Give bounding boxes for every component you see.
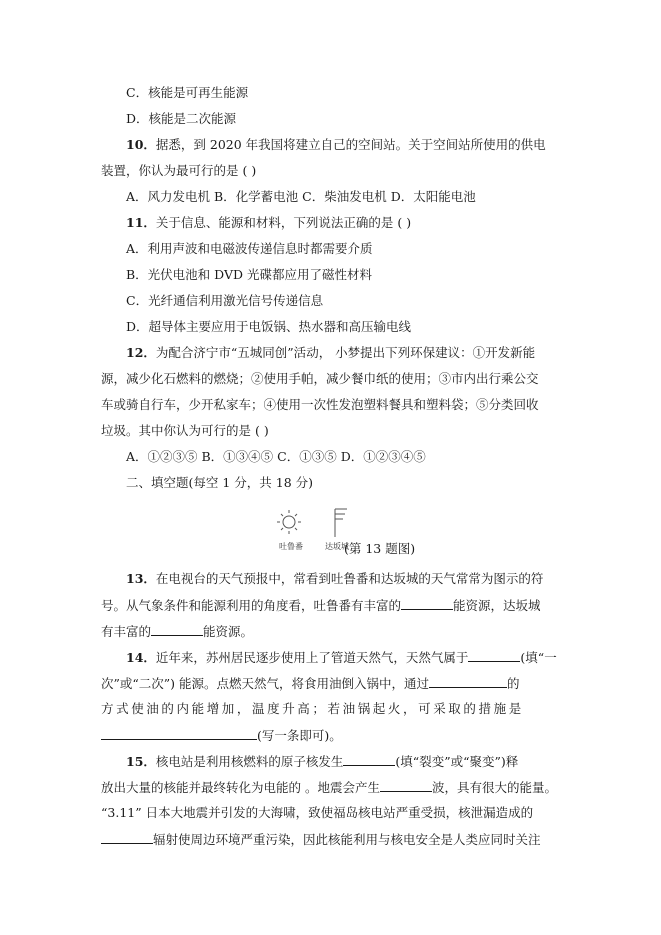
q15-blank-2[interactable] [380,778,432,792]
q11-option-a: A．利用声波和电磁波传递信息时都需要介质 [126,241,373,256]
q14-number: 14． [126,650,156,665]
q15-text-b: (填“裂变”或“聚变”)释 [395,754,519,769]
q15-stem-line4 [101,830,541,849]
q14-blank-1[interactable] [468,648,520,662]
q14-text-e: 方式使油的内能增加，温度升高；若油锅起火，可采取的措施是 [101,701,524,716]
q15-blank-3[interactable] [101,830,153,844]
q15-text-e: 辐射使周边环境严重污染，因此核能利用与核电安全是人类应同时关注 [153,832,541,847]
q14-stem-line2 [101,674,520,693]
q15-stem-line1 [126,752,518,771]
q15-stem-line3: “3.11” 日本大地震并引发的大海啸，致使福岛核电站严重受损，核泄漏造成的 [101,805,534,820]
figure-caption: (第 13 题图) [344,541,416,556]
q15-text-c: 放出大量的核能并最终转化为电能的 。地震会产生 [101,780,380,795]
sun-icon [277,510,301,534]
section-fill-blank-heading: 二、填空题(每空 1 分，共 18 分) [126,475,314,490]
q12-stem-text: 为配合济宁市“五城同创”活动， 小梦提出下列环保建议：①开发新能 [155,345,536,360]
q14-stem-line4 [101,726,342,745]
q11-number: 11． [126,215,156,230]
q15-blank-1[interactable] [343,752,395,766]
q13-text-a: 号。从气象条件和能源利用的角度看，吐鲁番有丰富的 [101,598,402,613]
q12-options: A．①②③⑤ B．①③④⑤ C．①③⑤ D．①②③④⑤ [126,449,426,464]
q10-number: 10． [126,137,156,152]
q10-stem-text: 据悉，到 2020 年我国将建立自己的空间站。关于空间站所使用的供电 [155,137,546,152]
q13-text-c: 有丰富的 [101,624,152,639]
q11-stem [126,214,411,232]
q13-number: 13． [126,571,156,586]
q11-option-b: B．光伏电池和 DVD 光碟都应用了磁性材料 [126,267,372,282]
q14-text-b: (填“一 [520,650,557,665]
q14-text-c: 次”或“二次”) 能源。点燃天然气，将食用油倒入锅中，通过 [101,676,430,691]
q9-option-d: D．核能是二次能源 [126,111,237,126]
q15-text-d: 波，具有很大的能量。 [431,780,557,795]
label-dabancheng: 达坂城 [325,542,349,551]
q14-text-a: 近年来，苏州居民逐步使用上了管道天然气，天然气属于 [155,650,469,665]
q15-stem-line2 [101,778,557,797]
q11-option-c: C．光纤通信利用激光信号传递信息 [126,293,324,308]
q13-blank-2[interactable] [151,622,203,636]
q13-text-b: 能资源，达坂城 [453,598,541,613]
q12-stem-line2: 源，减少化石燃料的燃烧；②使用手帕，减少餐巾纸的使用；③市内出行乘公交 [101,371,539,386]
q13-stem-line3 [101,622,253,641]
q10-stem-line1 [126,136,546,154]
q13-stem-line1 [126,570,543,588]
q14-blank-3[interactable] [101,726,257,740]
q9-option-c: C．核能是可再生能源 [126,85,249,100]
q14-stem-line1 [126,648,557,667]
q12-stem-line4: 垃圾。其中你认为可行的是 ( ) [101,423,269,438]
q10-stem-line2: 装置，你认为最可行的是 ( ) [101,163,257,178]
q14-blank-2[interactable] [429,674,507,688]
q11-option-d: D．超导体主要应用于电饭锅、热水器和高压输电线 [126,319,412,334]
wind-flag-icon [335,509,347,537]
q12-stem-line3: 车或骑自行车，少开私家车；④使用一次性发泡塑料餐具和塑料袋；⑤分类回收 [101,397,539,412]
q14-stem-line3 [101,700,560,718]
q13-blank-1[interactable] [401,596,453,610]
q14-text-d: 的 [507,676,520,691]
q12-stem-line1 [126,344,535,362]
q13-text-d: 能资源。 [203,624,254,639]
q11-stem-text: 关于信息、能源和材料，下列说法正确的是 ( ) [155,215,412,230]
q10-options: A．风力发电机 B．化学蓄电池 C．柴油发电机 D．太阳能电池 [126,189,476,204]
label-turpan: 吐鲁番 [279,542,303,551]
q12-number: 12． [126,345,156,360]
q13-stem-text: 在电视台的天气预报中，常看到吐鲁番和达坂城的天气常常为图示的符 [155,571,544,586]
q14-text-f: (写一条即可)。 [257,728,342,743]
q15-number: 15． [126,754,156,769]
q15-text-a: 核电站是利用核燃料的原子核发生 [155,754,344,769]
q13-stem-line2 [101,596,541,615]
